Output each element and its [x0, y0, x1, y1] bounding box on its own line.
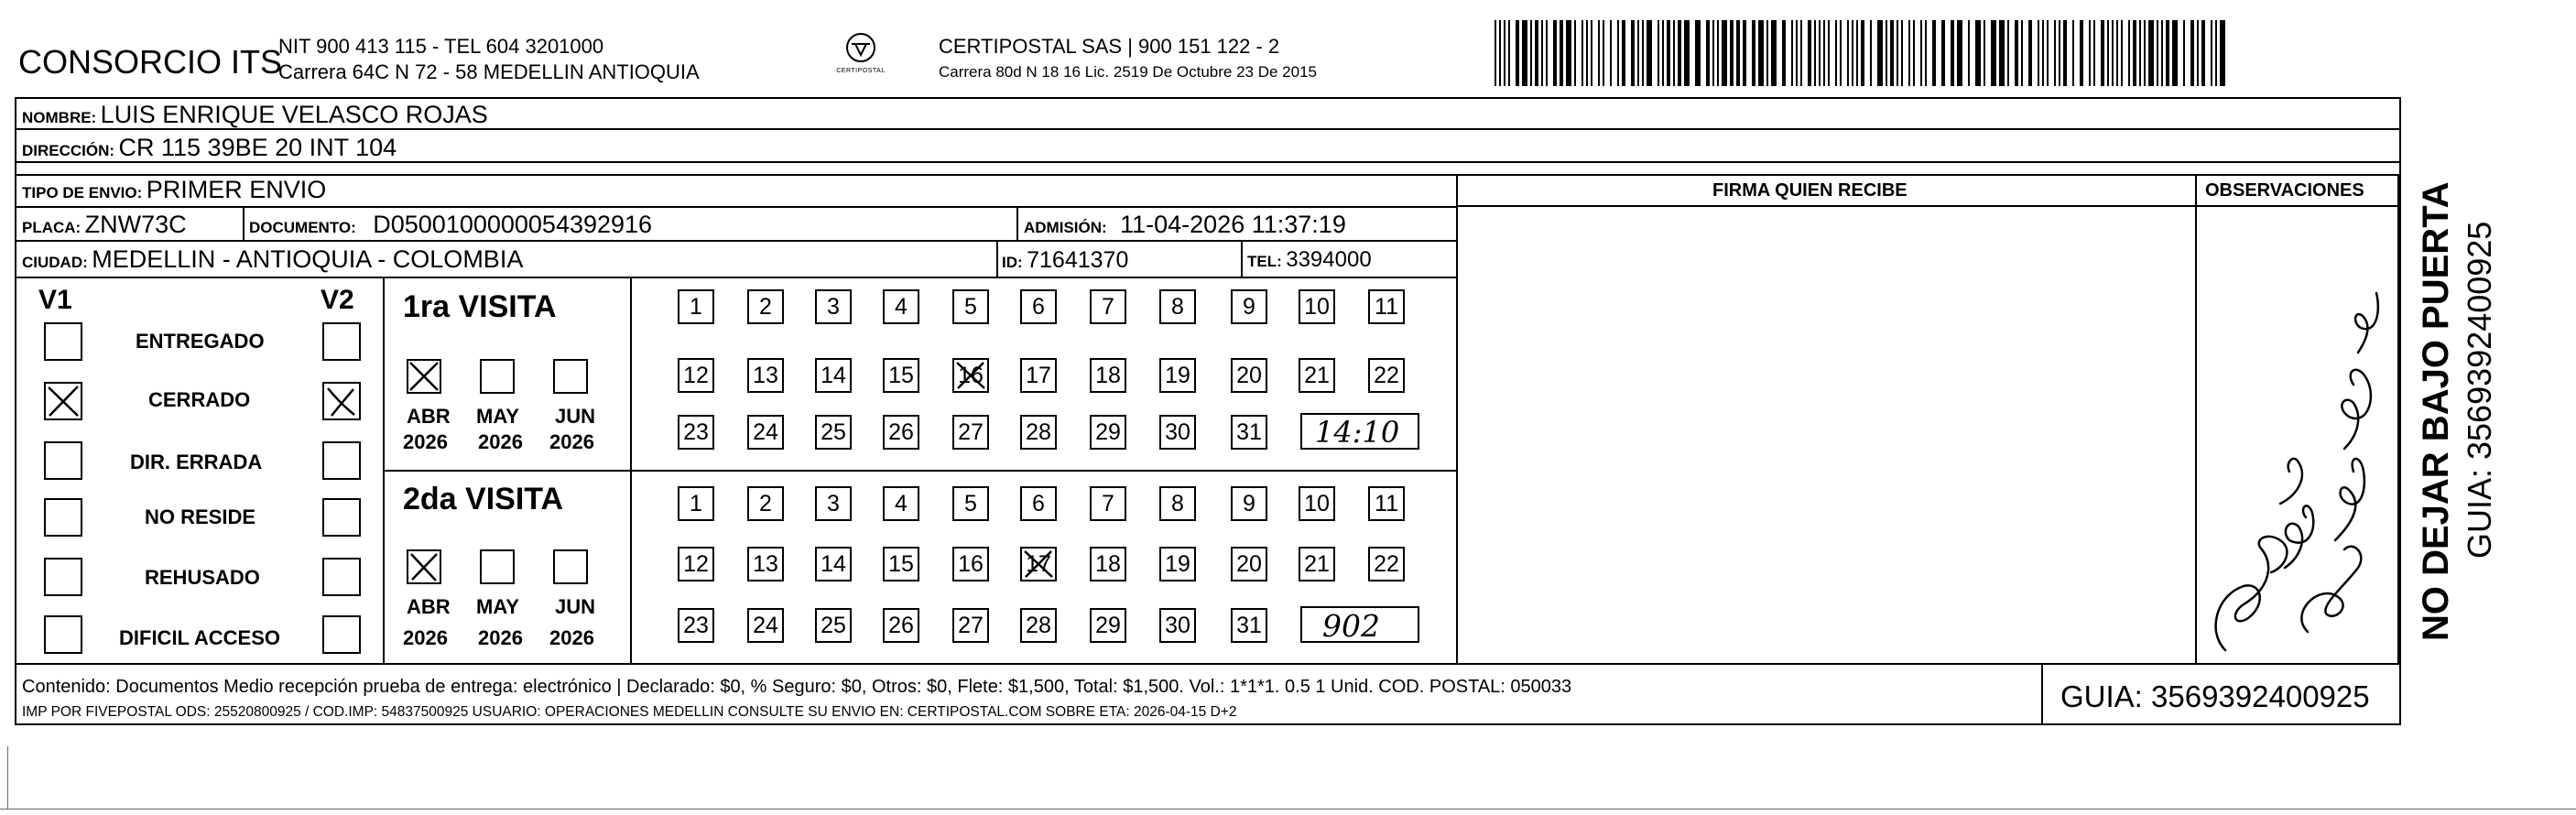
certipostal-address: Carrera 80d N 18 16 Lic. 2519 De Octubre 23 De 2015	[939, 63, 1317, 81]
status-v1-dificil-acceso[interactable]	[44, 615, 82, 654]
barcode-bar	[1975, 20, 1981, 86]
barcode-bar	[2059, 20, 2060, 86]
status-label-rehusado: REHUSADO	[145, 566, 260, 589]
barcode-bar	[1913, 20, 1915, 86]
barcode-bar	[1499, 20, 1501, 86]
barcode-bar	[1504, 20, 1505, 86]
ciudad-value: MEDELLIN - ANTIOQUIA - COLOMBIA	[92, 245, 524, 273]
barcode-bar	[2072, 20, 2074, 86]
barcode-bar	[1516, 20, 1519, 86]
barcode-bar	[2148, 20, 2154, 86]
barcode-bar	[1598, 20, 1600, 86]
barcode-bar	[1541, 20, 1543, 86]
barcode-bar	[2215, 20, 2217, 86]
documento-value: D0500100000054392916	[373, 211, 653, 238]
barcode-bar	[1957, 20, 1962, 86]
barcode-bar	[2093, 20, 2095, 86]
first-visit-day-cell[interactable]: 29	[1090, 415, 1126, 450]
first-visit-time-box[interactable]	[1300, 413, 1419, 450]
first-visit-day-cell[interactable]: 19	[1159, 358, 1196, 393]
barcode-bar	[2144, 20, 2146, 86]
placa-row	[22, 212, 187, 237]
barcode-bar	[2107, 20, 2109, 86]
footer-content-line: Contenido: Documentos Medio recepción prueba de entrega: electrónico | Declarado: $0, % Seguro: $0, Otros: $0, Flete: $1,500, Total: $1,500. Vol.: 1*1*1. 0.5 1 Unid. COD. POSTAL: 050033	[22, 677, 1572, 697]
first-visit-title: 1ra VISITA	[403, 289, 557, 324]
logo-icon	[841, 32, 881, 63]
barcode-bar	[1631, 20, 1635, 86]
barcode-bar	[2211, 20, 2212, 86]
nombre-value: LUIS ENRIQUE VELASCO ROJAS	[100, 101, 488, 128]
nombre-row	[22, 103, 488, 127]
barcode-bar	[2028, 20, 2032, 86]
barcode-bar	[2116, 20, 2118, 86]
x-mark-icon	[408, 551, 440, 582]
sheet-edge	[7, 746, 8, 809]
barcode-bar	[2021, 20, 2023, 86]
second-visit-day-cell[interactable]: 27	[952, 608, 989, 643]
barcode-bar	[1546, 20, 1548, 86]
barcode-bar	[2128, 20, 2130, 86]
barcode-bar	[1890, 20, 1894, 86]
x-mark-icon	[408, 361, 440, 392]
barcode-bar	[1991, 20, 1996, 86]
company-name: CONSORCIO ITS	[18, 43, 283, 81]
barcode-bar	[1800, 20, 1802, 86]
second-visit-month-label: ABR	[407, 595, 451, 618]
ciudad-row	[22, 247, 523, 272]
second-visit-month-may[interactable]	[480, 549, 515, 584]
barcode-bar	[1610, 20, 1612, 86]
first-visit-day-cell[interactable]: 16	[952, 358, 989, 393]
barcode-bar	[1678, 20, 1681, 86]
barcode-bar	[2166, 20, 2169, 86]
barcode-bar	[1752, 20, 1755, 86]
first-visit-day-cell[interactable]: 17	[1020, 358, 1057, 393]
documento-row	[249, 212, 652, 237]
barcode-bar	[1736, 20, 1740, 86]
barcode-bar	[1730, 20, 1734, 86]
barcode-bar	[1758, 20, 1764, 86]
second-visit-year-label: 2026	[549, 626, 594, 649]
barcode-bar	[1722, 20, 1727, 86]
first-visit-month-label: ABR	[407, 405, 451, 428]
tipo-envio-label: TIPO DE ENVIO:	[22, 184, 143, 201]
barcode-bar	[1925, 20, 1927, 86]
barcode-bar	[1852, 20, 1853, 86]
barcode-bar	[1591, 20, 1592, 86]
x-mark-icon	[46, 384, 81, 418]
tipo-envio-row	[22, 178, 326, 202]
barcode-bar	[1642, 20, 1644, 86]
barcode-bar	[2201, 20, 2205, 86]
second-visit-day-cell[interactable]: 22	[1368, 547, 1405, 581]
barcode-bar	[1856, 20, 1858, 86]
tipo-envio-value: PRIMER ENVIO	[146, 176, 327, 203]
barcode-bar	[1796, 20, 1798, 86]
tel-row	[1247, 249, 1372, 271]
second-visit-day-cell[interactable]: 31	[1231, 608, 1267, 643]
barcode-bar	[1932, 20, 1936, 86]
barcode-bar	[2112, 20, 2114, 86]
nombre-label: NOMBRE:	[22, 109, 97, 126]
status-v2-dir-errada[interactable]	[322, 441, 361, 480]
first-visit-day-cell[interactable]: 28	[1020, 415, 1057, 450]
barcode	[1493, 20, 2230, 88]
second-visit-month-jun[interactable]	[553, 549, 588, 584]
barcode-bar	[1782, 20, 1786, 86]
id-row	[1002, 249, 1128, 272]
first-visit-day-cell[interactable]: 31	[1231, 415, 1267, 450]
first-visit-day-cell[interactable]: 6	[1020, 289, 1057, 324]
second-visit-day-cell[interactable]: 3	[815, 486, 852, 521]
tel-value: 3394000	[1286, 247, 1372, 272]
admision-row	[1024, 212, 1346, 237]
first-visit-month-abr[interactable]	[407, 359, 441, 394]
barcode-bar	[1673, 20, 1675, 86]
second-visit-month-label: MAY	[476, 595, 519, 618]
barcode-bar	[2038, 20, 2039, 86]
handwritten-signature	[2198, 266, 2395, 659]
vertical-guia-number: GUIA: 3569392400925	[2461, 221, 2498, 559]
barcode-bar	[1574, 20, 1576, 86]
first-visit-day-cell[interactable]: 11	[1368, 289, 1405, 324]
barcode-bar	[1530, 20, 1532, 86]
first-visit-day-cell[interactable]: 30	[1159, 415, 1196, 450]
barcode-bar	[1695, 20, 1701, 86]
barcode-bar	[2042, 20, 2044, 86]
first-visit-day-cell[interactable]: 20	[1231, 358, 1267, 393]
ciudad-label: CIUDAD:	[22, 254, 88, 271]
barcode-bar	[1603, 20, 1604, 86]
barcode-bar	[1647, 20, 1652, 86]
status-v1-entregado[interactable]	[44, 322, 82, 361]
barcode-bar	[1622, 20, 1625, 86]
status-v2-no-reside[interactable]	[322, 498, 361, 537]
barcode-bar	[1791, 20, 1793, 86]
barcode-bar	[2015, 20, 2018, 86]
admision-value: 11-04-2026 11:37:19	[1120, 211, 1346, 238]
barcode-bar	[1706, 20, 1710, 86]
status-v2-entregado[interactable]	[322, 322, 361, 361]
second-visit-year-label: 2026	[478, 626, 523, 649]
second-visit-day-cell[interactable]: 1	[678, 486, 714, 521]
barcode-bar	[1586, 20, 1588, 86]
first-visit-day-cell[interactable]: 12	[678, 358, 714, 393]
first-visit-day-cell[interactable]: 8	[1159, 289, 1196, 324]
second-visit-day-cell[interactable]: 20	[1231, 547, 1267, 581]
footer-imp-line: IMP POR FIVEPOSTAL ODS: 25520800925 / COD.IMP: 54837500925 USUARIO: OPERACIONES MEDELLIN CONSULTE SU ENVIO EN: CERTIPOSTAL.COM SOBRE ETA: 2026-04-15 D+2	[22, 704, 1237, 720]
status-v2-rehusado[interactable]	[322, 558, 361, 596]
second-visit-day-cell[interactable]: 30	[1159, 608, 1196, 643]
barcode-bar	[1814, 20, 1816, 86]
status-v2-cerrado[interactable]	[322, 382, 361, 420]
first-visit-day-cell[interactable]: 24	[747, 415, 784, 450]
second-visit-day-cell[interactable]: 29	[1090, 608, 1126, 643]
x-mark-icon	[1022, 549, 1055, 580]
first-visit-day-cell[interactable]: 13	[747, 358, 784, 393]
barcode-bar	[2220, 20, 2225, 86]
barcode-bar	[1560, 20, 1563, 86]
status-v1-rehusado[interactable]	[44, 558, 82, 596]
status-label-dir-errada: DIR. ERRADA	[130, 451, 263, 473]
barcode-bar	[1508, 20, 1510, 86]
second-visit-month-label: JUN	[555, 595, 596, 618]
second-visit-day-cell[interactable]: 2	[747, 486, 784, 521]
second-visit-day-cell[interactable]: 9	[1231, 486, 1267, 521]
barcode-bar	[1712, 20, 1714, 86]
barcode-bar	[1941, 20, 1945, 86]
v2-label: V2	[321, 285, 354, 315]
sheet-edge	[0, 809, 2576, 810]
second-visit-day-cell[interactable]: 4	[883, 486, 919, 521]
barcode-bar	[1968, 20, 1970, 86]
barcode-bar	[2121, 20, 2123, 86]
barcode-bar	[1901, 20, 1903, 86]
x-mark-icon	[954, 360, 987, 391]
second-visit-title: 2da VISITA	[403, 482, 564, 516]
status-label-dificil-acceso: DIFICIL ACCESO	[119, 626, 281, 649]
first-visit-day-cell[interactable]: 23	[678, 415, 714, 450]
first-visit-day-cell[interactable]: 3	[815, 289, 852, 324]
second-visit-day-cell[interactable]: 12	[678, 547, 714, 581]
first-visit-day-cell[interactable]: 22	[1368, 358, 1405, 393]
first-visit-day-cell[interactable]: 9	[1231, 289, 1267, 324]
x-mark-icon	[324, 384, 359, 418]
admision-label: ADMISIÓN:	[1024, 219, 1107, 236]
first-visit-day-cell[interactable]: 21	[1299, 358, 1335, 393]
second-visit-day-cell[interactable]: 8	[1159, 486, 1196, 521]
barcode-bar	[2063, 20, 2067, 86]
status-v1-no-reside[interactable]	[44, 498, 82, 537]
barcode-bar	[1920, 20, 1922, 86]
status-label-entregado: ENTREGADO	[136, 330, 265, 353]
barcode-bar	[1847, 20, 1849, 86]
second-visit-day-cell[interactable]: 5	[952, 486, 989, 521]
placa-label: PLACA:	[22, 219, 82, 236]
barcode-bar	[1522, 20, 1527, 86]
barcode-bar	[1637, 20, 1639, 86]
direccion-value: CR 115 39BE 20 INT 104	[118, 134, 397, 161]
no-dejar-bajo-puerta: NO DEJAR BAJO PUERTA	[2416, 181, 2456, 641]
second-visit-day-cell[interactable]: 17	[1020, 547, 1057, 581]
first-visit-year-label: 2026	[549, 430, 594, 453]
second-visit-day-cell[interactable]: 15	[883, 547, 919, 581]
barcode-bar	[1835, 20, 1837, 86]
first-visit-day-cell[interactable]: 7	[1090, 289, 1126, 324]
barcode-bar	[2007, 20, 2009, 86]
first-visit-day-cell[interactable]: 2	[747, 289, 784, 324]
first-visit-day-cell[interactable]: 14	[815, 358, 852, 393]
status-v2-dificil-acceso[interactable]	[322, 615, 361, 654]
first-visit-day-cell[interactable]: 4	[883, 289, 919, 324]
barcode-bar	[1495, 20, 1496, 86]
barcode-bar	[2133, 20, 2136, 86]
second-visit-day-cell[interactable]: 19	[1159, 547, 1196, 581]
status-label-no-reside: NO RESIDE	[145, 505, 256, 528]
barcode-bar	[2089, 20, 2091, 86]
first-visit-time: 14:10	[1315, 415, 1400, 450]
footer-guia: GUIA: 3569392400925	[2060, 679, 2370, 713]
first-visit-day-cell[interactable]: 18	[1090, 358, 1126, 393]
barcode-bar	[1877, 20, 1883, 86]
barcode-bar	[2139, 20, 2141, 86]
id-label: ID:	[1002, 254, 1023, 271]
barcode-bar	[1684, 20, 1690, 86]
first-visit-day-cell[interactable]: 15	[883, 358, 919, 393]
barcode-bar	[1771, 20, 1777, 86]
nit-line: NIT 900 413 115 - TEL 604 3201000	[278, 35, 604, 58]
id-value: 71641370	[1027, 247, 1129, 273]
second-visit-day-cell[interactable]: 14	[815, 547, 852, 581]
barcode-bar	[1766, 20, 1768, 86]
barcode-bar	[1819, 20, 1821, 86]
first-visit-month-jun[interactable]	[553, 359, 588, 394]
barcode-bar	[1828, 20, 1830, 86]
direccion-label: DIRECCIÓN:	[22, 142, 115, 159]
barcode-bar	[1553, 20, 1557, 86]
certipostal-logo	[820, 32, 902, 82]
first-visit-day-cell[interactable]: 5	[952, 289, 989, 324]
logo-text: CERTIPOSTAL	[836, 68, 886, 74]
address-line: Carrera 64C N 72 - 58 MEDELLIN ANTIOQUIA	[278, 60, 700, 83]
second-visit-day-cell[interactable]: 21	[1299, 547, 1335, 581]
firma-label: FIRMA QUIEN RECIBE	[1712, 180, 1908, 201]
second-visit-day-cell[interactable]: 18	[1090, 547, 1126, 581]
barcode-bar	[1535, 20, 1538, 86]
first-visit-day-cell[interactable]: 27	[952, 415, 989, 450]
second-visit-year-label: 2026	[403, 626, 448, 649]
first-visit-month-label: JUN	[555, 405, 596, 428]
status-v1-cerrado[interactable]	[44, 382, 82, 420]
barcode-bar	[1581, 20, 1583, 86]
second-visit-day-cell[interactable]: 10	[1299, 486, 1335, 521]
certipostal-line: CERTIPOSTAL SAS | 900 151 122 - 2	[939, 35, 1280, 58]
barcode-bar	[2161, 20, 2163, 86]
barcode-bar	[1743, 20, 1746, 86]
barcode-bar	[2080, 20, 2083, 86]
second-visit-day-cell[interactable]: 16	[952, 547, 989, 581]
placa-value: ZNW73C	[84, 211, 187, 238]
barcode-bar	[2047, 20, 2049, 86]
second-visit-time-box[interactable]	[1300, 606, 1419, 643]
first-visit-year-label: 2026	[478, 430, 523, 453]
first-visit-day-cell[interactable]: 10	[1299, 289, 1335, 324]
barcode-bar	[1897, 20, 1898, 86]
first-visit-day-cell[interactable]: 25	[815, 415, 852, 450]
second-visit-day-cell[interactable]: 23	[678, 608, 714, 643]
status-v1-dir-errada[interactable]	[44, 441, 82, 480]
tel-label: TEL:	[1247, 253, 1282, 270]
barcode-bar	[2172, 20, 2178, 86]
second-visit-time: 902	[1322, 608, 1380, 644]
barcode-bar	[1808, 20, 1811, 86]
barcode-bar	[1662, 20, 1664, 86]
second-visit-day-cell[interactable]: 24	[747, 608, 784, 643]
second-visit-day-cell[interactable]: 6	[1020, 486, 1057, 521]
second-visit-day-cell[interactable]: 25	[815, 608, 852, 643]
barcode-bar	[1984, 20, 1985, 86]
first-visit-day-cell[interactable]: 26	[883, 415, 919, 450]
second-visit-day-cell[interactable]: 26	[883, 608, 919, 643]
barcode-bar	[2183, 20, 2185, 86]
second-visit-day-cell[interactable]: 7	[1090, 486, 1126, 521]
form-frame	[15, 97, 2401, 725]
v1-label: V1	[38, 285, 72, 315]
status-label-cerrado: CERRADO	[148, 388, 251, 411]
barcode-bar	[2101, 20, 2104, 86]
barcode-bar	[1951, 20, 1954, 86]
barcode-bar	[1823, 20, 1825, 86]
direccion-row	[22, 136, 397, 160]
barcode-bar	[1999, 20, 2005, 86]
barcode-bar	[2197, 20, 2199, 86]
barcode-bar	[1870, 20, 1872, 86]
barcode-bar	[1717, 20, 1719, 86]
second-visit-month-abr[interactable]	[407, 549, 441, 584]
second-visit-day-cell[interactable]: 28	[1020, 608, 1057, 643]
barcode-bar	[1566, 20, 1571, 86]
barcode-bar	[1658, 20, 1659, 86]
documento-label: DOCUMENTO:	[249, 219, 356, 236]
first-visit-month-label: MAY	[476, 405, 519, 428]
observaciones-label: OBSERVACIONES	[2205, 180, 2364, 201]
barcode-bar	[1886, 20, 1887, 86]
second-visit-day-cell[interactable]: 13	[747, 547, 784, 581]
first-visit-month-may[interactable]	[480, 359, 515, 394]
barcode-bar	[1667, 20, 1670, 86]
barcode-bar	[2157, 20, 2158, 86]
barcode-bar	[1840, 20, 1842, 86]
barcode-bar	[2190, 20, 2194, 86]
second-visit-day-cell[interactable]: 11	[1368, 486, 1405, 521]
barcode-bar	[2054, 20, 2056, 86]
barcode-bar	[1861, 20, 1864, 86]
barcode-bar	[1908, 20, 1910, 86]
first-visit-day-cell[interactable]: 1	[678, 289, 714, 324]
first-visit-year-label: 2026	[403, 430, 448, 453]
barcode-bar	[1617, 20, 1619, 86]
